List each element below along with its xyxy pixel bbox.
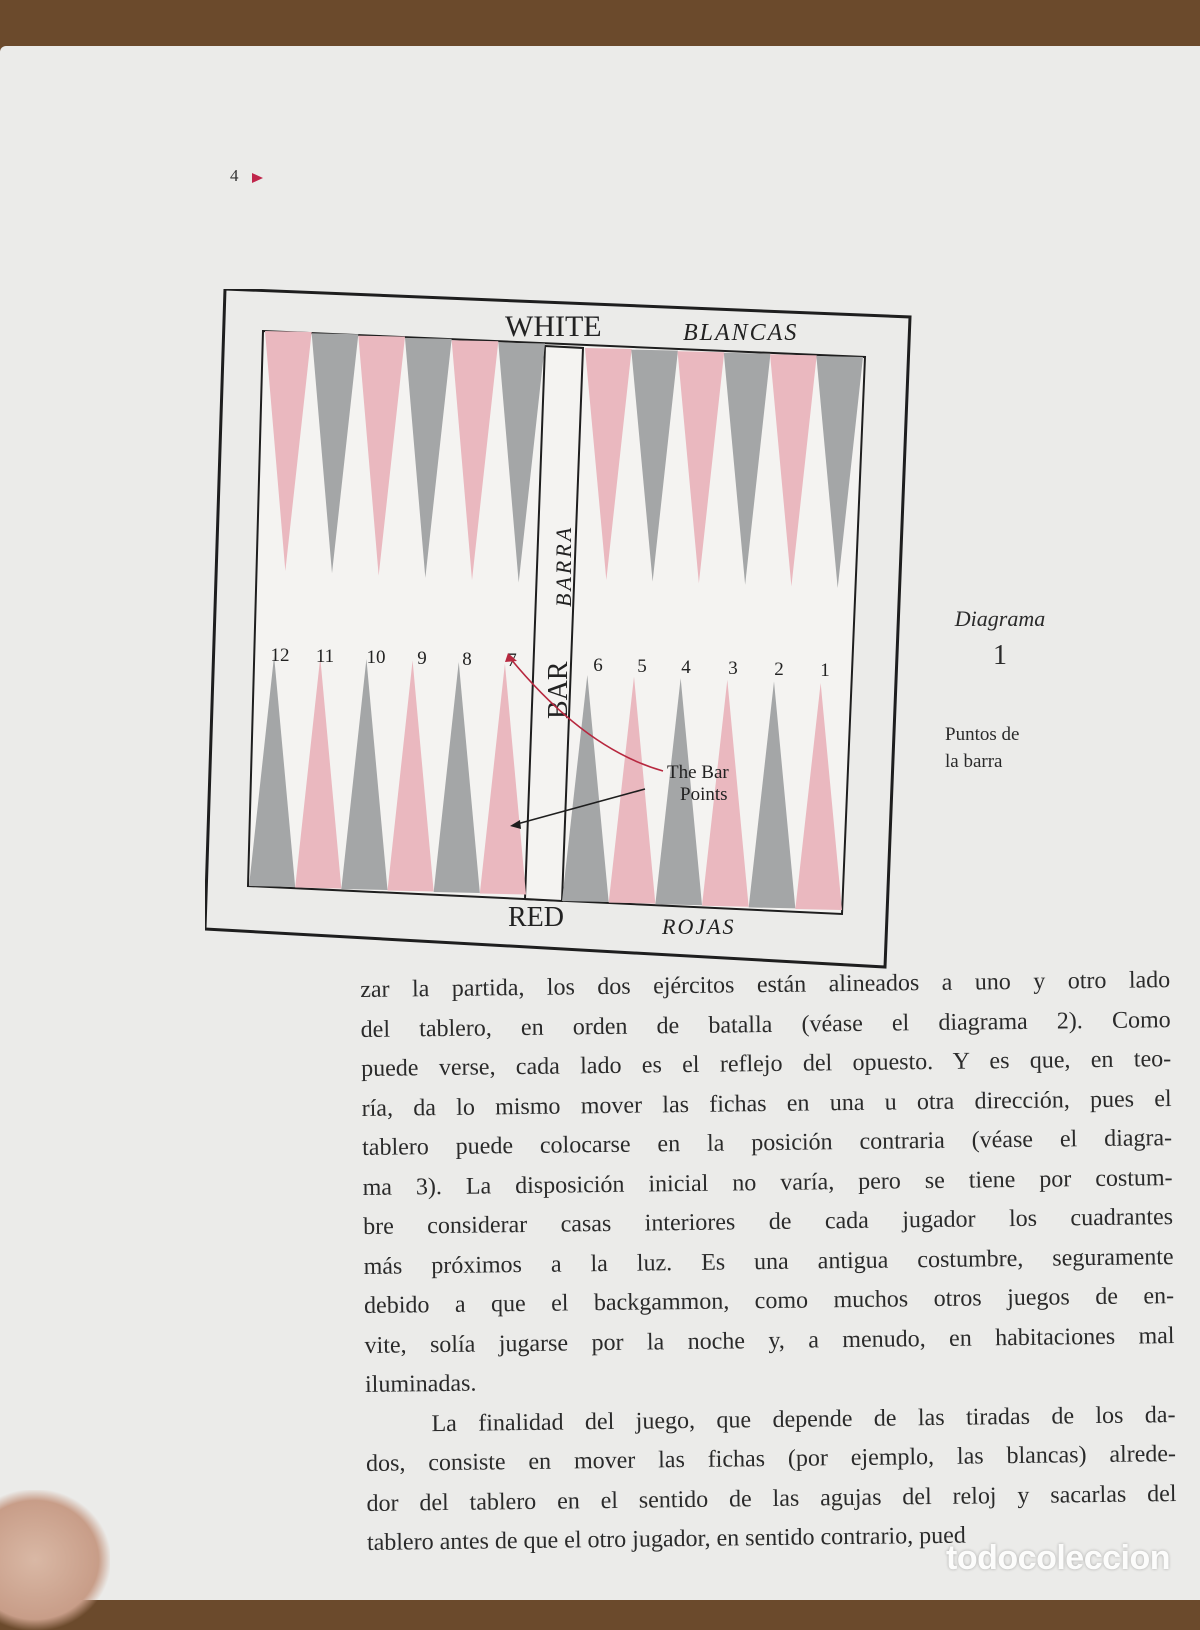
text-line: dor del tablero en el sentido de las agujas del reloj y sacarlas del [366, 1480, 1177, 1517]
text-line: ma 3). La disposición inicial no varía, pero se tiene por costum- [362, 1164, 1173, 1201]
point-number: 12 [270, 645, 290, 666]
point-number: 8 [462, 649, 472, 670]
text-line: zar la partida, los dos ejércitos están alineados a uno y otro lado [360, 967, 1171, 1003]
point-number: 11 [315, 646, 335, 667]
thumb [0, 1490, 110, 1630]
backgammon-diagram [205, 289, 915, 969]
text-line: iluminadas. [364, 1370, 477, 1398]
text-line: ría, da lo mismo mover las fichas en una u otra dirección, pues el [361, 1085, 1172, 1122]
point-number: 2 [774, 659, 784, 680]
label-white: WHITE [505, 310, 602, 343]
point-number: 10 [366, 647, 386, 668]
point-number: 9 [417, 648, 427, 669]
point-number: 6 [593, 655, 603, 676]
text-line: La finalidad del juego, que depende de las tiradas de los da- [431, 1401, 1176, 1437]
label-barra: BARRA [551, 524, 576, 607]
diagram-caption [930, 606, 1070, 672]
text-line: puede verse, cada lado es el reflejo del opuesto. Y es que, en teo- [361, 1046, 1172, 1082]
body-text [360, 961, 1177, 1563]
text-line: más próximos a la luz. Es una antigua costumbre, seguramente [363, 1243, 1174, 1280]
text-line: tablero antes de que el otro jugador, en sentido contrario, pued [366, 1522, 966, 1556]
diagram-label: Diagrama [954, 606, 1046, 631]
page-number: 4 [230, 166, 239, 185]
point-number: 1 [820, 660, 830, 681]
label-rojas: ROJAS [662, 914, 736, 939]
bar-points-caption [945, 721, 1055, 775]
text-line: vite, solía jugarse por la noche y, a menudo, en habitaciones mal [364, 1322, 1175, 1359]
point-number: 3 [728, 658, 738, 679]
label-bar: BAR [543, 661, 574, 719]
page-marker-triangle-icon [252, 173, 263, 183]
callout-the-bar: The Bar [667, 762, 729, 783]
text-line: bre considerar casas interiores de cada jugador los cuadrantes [362, 1204, 1174, 1240]
paragraph-1 [360, 961, 1175, 1405]
label-blancas-top: BLANCAS [683, 320, 799, 346]
book-page [0, 46, 1200, 1600]
label-red: RED [508, 902, 564, 933]
point-number: 5 [637, 656, 647, 677]
diagram-number: 1 [993, 640, 1007, 671]
points-caption-line2: la barra [945, 751, 1003, 772]
point-number: 4 [681, 657, 691, 678]
callout-points: Points [680, 784, 728, 805]
watermark: todocoleccion [946, 1539, 1170, 1577]
points-caption-line1: Puntos de [945, 724, 1020, 745]
backgammon-board-svg [205, 289, 915, 969]
text-line: del tablero, en orden de batalla (véase el diagrama 2). Como [360, 1006, 1171, 1043]
text-line: dos, consiste en mover las fichas (por ejemplo, las blancas) alrede- [365, 1441, 1177, 1477]
text-line: debido a que el backgammon, como muchos otros juegos de en- [363, 1283, 1175, 1319]
text-line: tablero puede colocarse en la posición contraria (véase el diagra- [362, 1125, 1173, 1161]
